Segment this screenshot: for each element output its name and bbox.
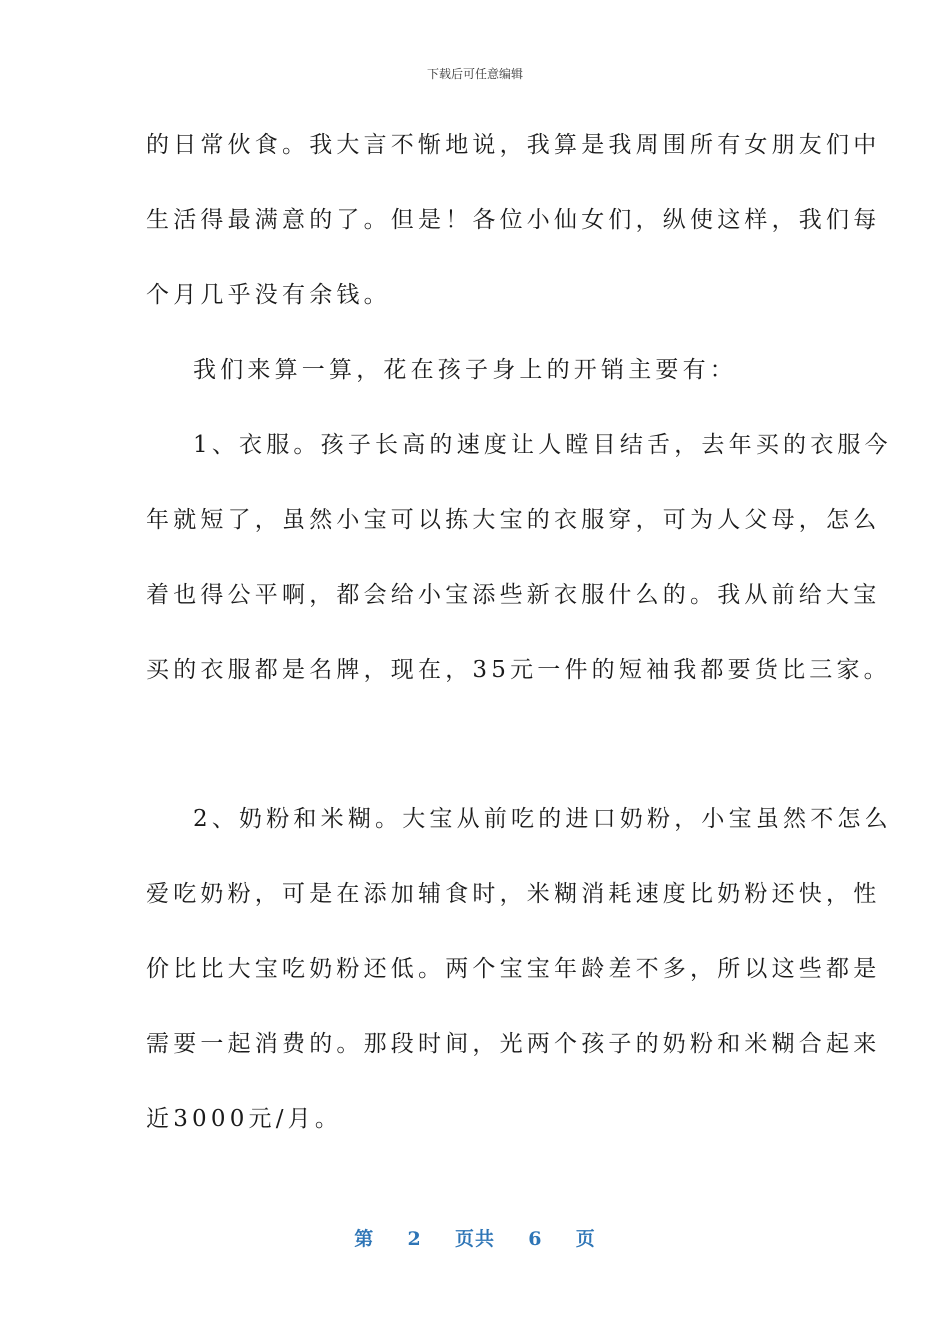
- footer-middle: 页共: [454, 1228, 495, 1250]
- page-header: 下载后可任意编辑: [426, 67, 523, 81]
- text-line: 着也得公平啊，都会给小宝添些新衣服什么的。我从前给大宝: [146, 582, 881, 608]
- footer-prefix: 第: [354, 1228, 375, 1250]
- text-line: 生活得最满意的了。但是！各位小仙女们，纵使这样，我们每: [146, 207, 881, 233]
- page-footer: [0, 1226, 950, 1252]
- text-line: 爱吃奶粉，可是在添加辅食时，米糊消耗速度比奶粉还快，性: [146, 881, 881, 907]
- text-line: 的日常伙食。我大言不惭地说，我算是我周围所有女朋友们中: [146, 132, 881, 158]
- total-pages-number: 6: [528, 1228, 543, 1250]
- current-page-number: 2: [407, 1228, 422, 1250]
- text-line: 我们来算一算，花在孩子身上的开销主要有：: [193, 357, 737, 383]
- text-line: 需要一起消费的。那段时间，光两个孩子的奶粉和米糊合起来: [146, 1031, 881, 1057]
- footer-suffix: 页: [575, 1228, 596, 1250]
- text-line: 个月几乎没有余钱。: [146, 282, 391, 308]
- text-line: 价比比大宝吃奶粉还低。两个宝宝年龄差不多，所以这些都是: [146, 956, 881, 982]
- text-line: 年就短了，虽然小宝可以拣大宝的衣服穿，可为人父母，怎么: [146, 507, 881, 533]
- text-line: 近3000元/月。: [146, 1106, 343, 1132]
- text-line: 1、衣服。孩子长高的速度让人瞠目结舌，去年买的衣服今: [193, 432, 892, 458]
- text-line: 买的衣服都是名牌，现在，35元一件的短袖我都要货比三家。: [146, 657, 891, 683]
- text-line: 2、奶粉和米糊。大宝从前吃的进口奶粉，小宝虽然不怎么: [193, 806, 892, 832]
